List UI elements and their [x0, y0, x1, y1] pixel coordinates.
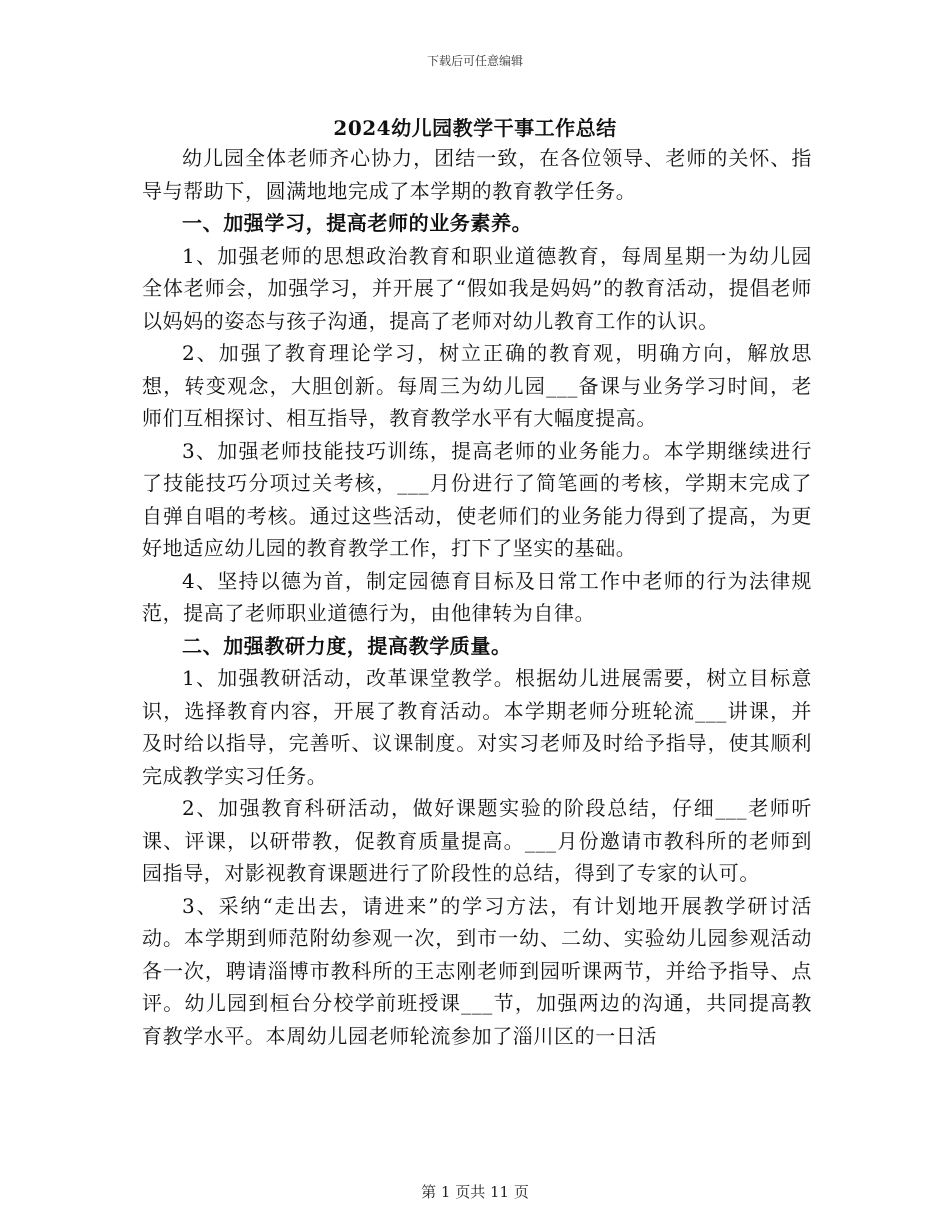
paragraph-2-1: 1、加强教研活动，改革课堂教学。根据幼儿进展需要，树立目标意识，选择教育内容，开展了教育活动。本学期老师分班轮流___讲课，并及时给以指导，完善听、议课制度。对实习老师及时给予指导，使其顺利完成教学实习任务。 [142, 666, 812, 788]
paragraph-2-2: 2、加强教育科研活动，做好课题实验的阶段总结，仔细___老师听课、评课，以研带教，促教育质量提高。___月份邀请市教科所的老师到园指导，对影视教育课题进行了阶段性的总结，得到了专家的认可。 [142, 796, 812, 885]
header-note: 下载后可任意编辑 [426, 54, 523, 68]
document-title: 2024幼儿园教学干事工作总结 [333, 116, 617, 140]
paragraph-1-2: 2、加强了教育理论学习，树立正确的教育观，明确方向，解放思想，转变观念，大胆创新。每周三为幼儿园___备课与业务学习时间，老师们互相探讨、相互指导，教育教学水平有大幅度提高。 [142, 341, 812, 430]
paragraph-intro: 幼儿园全体老师齐心协力，团结一致，在各位领导、老师的关怀、指导与帮助下，圆满地地完成了本学期的教育教学任务。 [142, 146, 812, 203]
paragraph-1-3: 3、加强老师技能技巧训练，提高老师的业务能力。本学期继续进行了技能技巧分项过关考核，___月份进行了简笔画的考核，学期末完成了自弹自唱的考核。通过这些活动，使老师们的业务能力得到了提高，为更好地适应幼儿园的教育教学工作，打下了坚实的基础。 [142, 438, 812, 560]
document-body [142, 142, 812, 1052]
page-footer: 第 1 页共 11 页 [421, 1183, 529, 1201]
paragraph-1-1: 1、加强老师的思想政治教育和职业道德教育，每周星期一为幼儿园全体老师会，加强学习，并开展了“假如我是妈妈”的教育活动，提倡老师以妈妈的姿态与孩子沟通，提高了老师对幼儿教育工作的认识。 [142, 243, 812, 333]
section-heading-2: 二、加强教研力度，提高教学质量。 [182, 633, 512, 658]
paragraph-2-3: 3、采纳“走出去，请进来”的学习方法，有计划地开展教学研讨活动。本学期到师范附幼参观一次，到市一幼、二幼、实验幼儿园参观活动各一次，聘请淄博市教科所的王志刚老师到园听课两节，并给予指导、点评。幼儿园到桓台分校学前班授课___节，加强两边的沟通，共同提高教育教学水平。本周幼儿园老师轮流参加了淄川区的一日活 [142, 893, 812, 1048]
section-heading-1: 一、加强学习，提高老师的业务素养。 [182, 211, 533, 235]
paragraph-1-4: 4、坚持以德为首，制定园德育目标及日常工作中老师的行为法律规范，提高了老师职业道德行为，由他律转为自律。 [142, 568, 812, 625]
